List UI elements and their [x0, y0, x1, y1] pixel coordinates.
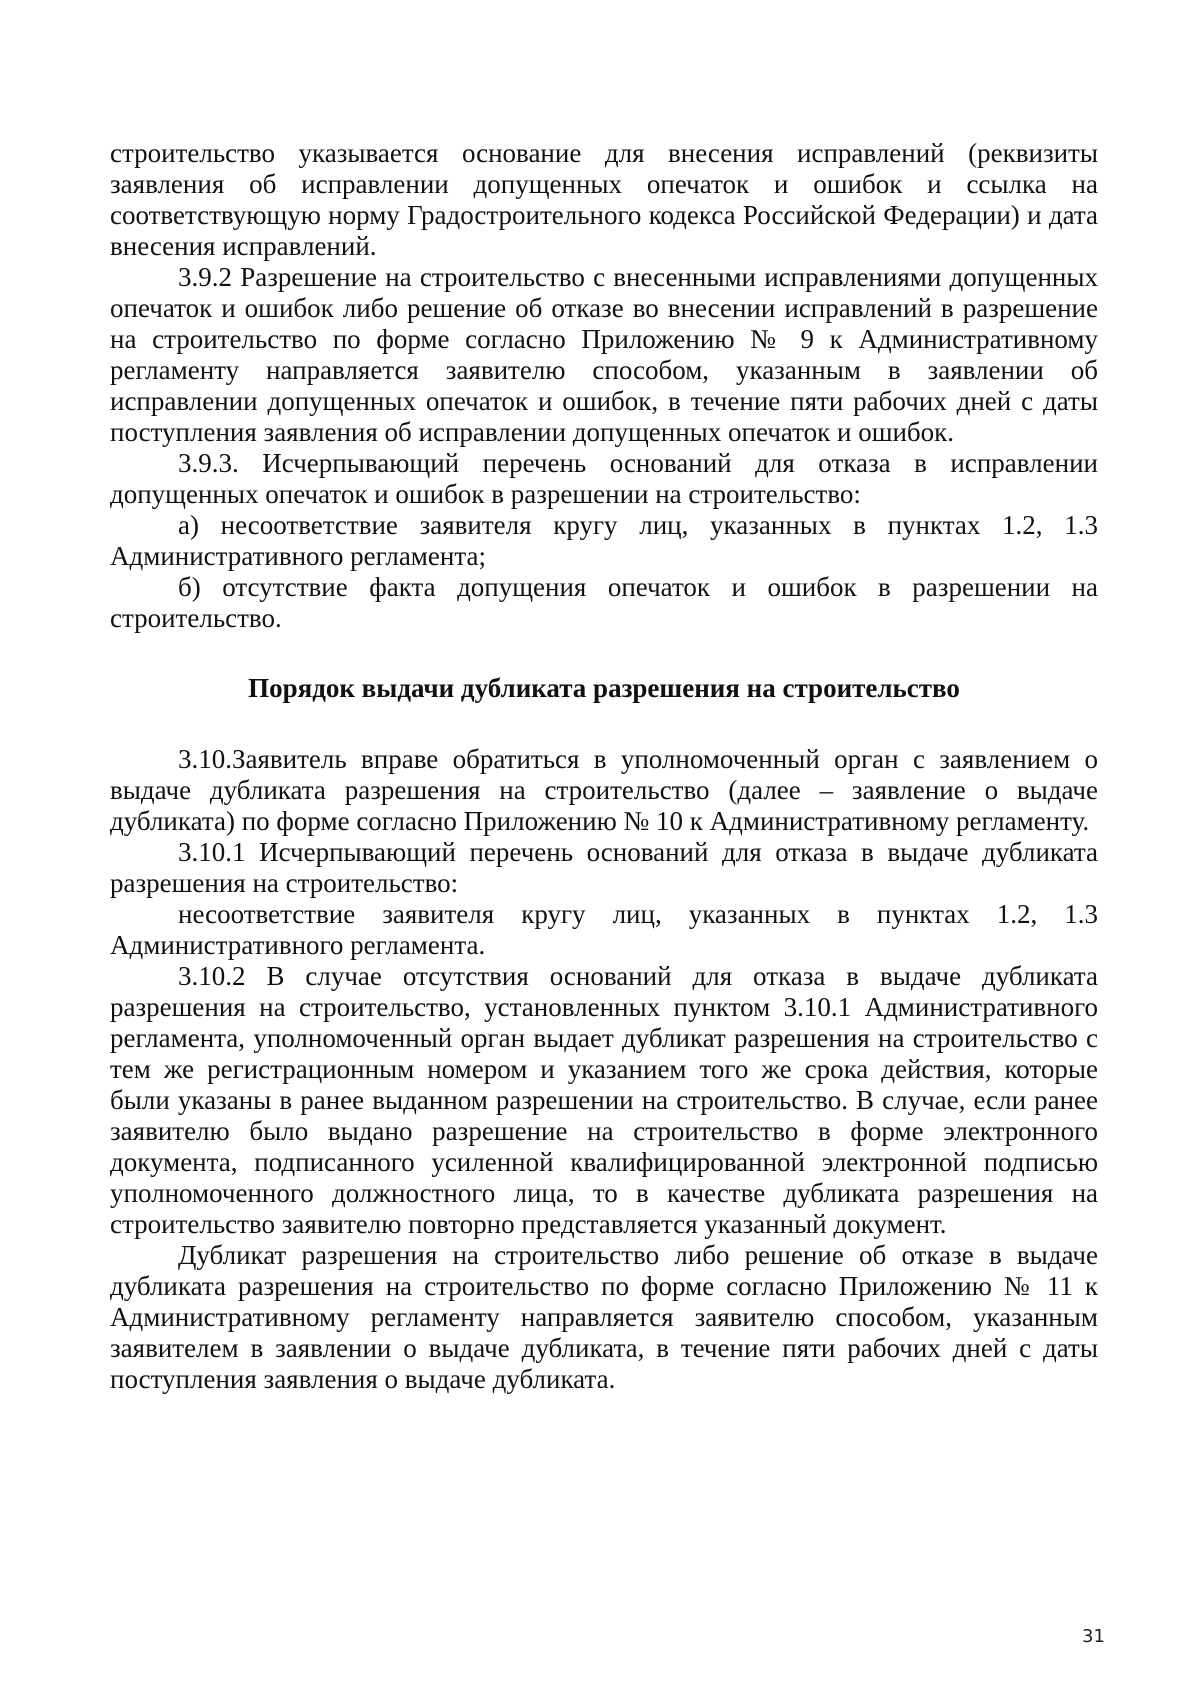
section-heading: Порядок выдачи дубликата разрешения на строительство — [248, 673, 960, 703]
paragraph-continuation: строительство указывается основание для внесения исправлений (реквизиты заявления об исправлении допущенных опечаток и ошибок и ссылка на соответствующую норму Градостроительного кодекса Российской Федерации) и дата внесения исправлений. — [110, 138, 1098, 261]
paragraph-grounds-item: несоответствие заявителя кругу лиц, указанных в пунктах 1.2, 1.3 Административного регламента. — [110, 899, 1098, 960]
paragraph-3-10-1: 3.10.1 Исчерпывающий перечень оснований для отказа в выдаче дубликата разрешения на строительство: — [110, 837, 1098, 898]
paragraph-duplicate: Дубликат разрешения на строительство либо решение об отказе в выдаче дубликата разрешения на строительство по форме согласно Приложению № 11 к Административному регламенту направляется заявителю способом, указанным заявителем в заявлении о выдаче дубликата, в течение пяти рабочих дней с даты поступления заявления о выдаче дубликата. — [110, 1240, 1098, 1394]
document-page — [110, 138, 1098, 1395]
page-number: 31 — [1082, 1626, 1105, 1647]
paragraph-3-10-2: 3.10.2 В случае отсутствия оснований для отказа в выдаче дубликата разрешения на строительство, установленных пунктом 3.10.1 Административного регламента, уполномоченный орган выдает дубликат разрешения на строительство с тем же регистрационным номером и указанием того же срока действия, которые были указаны в ранее выданном разрешении на строительство. В случае, если ранее заявителю было выдано разрешение на строительство в форме электронного документа, подписанного усиленной квалифицированной электронной подписью уполномоченного должностного лица, то в качестве дубликата разрешения на строительство заявителю повторно представляется указанный документ. — [110, 961, 1098, 1239]
list-item-a: а) несоответствие заявителя кругу лиц, указанных в пунктах 1.2, 1.3 Административного регламента; — [110, 510, 1098, 571]
paragraph-3-10: 3.10.Заявитель вправе обратиться в уполномоченный орган с заявлением о выдаче дубликата разрешения на строительство (далее – заявление о выдаче дубликата) по форме согласно Приложению № 10 к Административному регламенту. — [110, 744, 1098, 836]
list-item-b: б) отсутствие факта допущения опечаток и ошибок в разрешении на строительство. — [110, 572, 1098, 633]
paragraph-3-9-3: 3.9.3. Исчерпывающий перечень оснований для отказа в исправлении допущенных опечаток и ошибок в разрешении на строительство: — [110, 448, 1098, 509]
paragraph-3-9-2: 3.9.2 Разрешение на строительство с внесенными исправлениями допущенных опечаток и ошибок либо решение об отказе во внесении исправлений в разрешение на строительство по форме согласно Приложению № 9 к Административному регламенту направляется заявителю способом, указанным в заявлении об исправлении допущенных опечаток и ошибок, в течение пяти рабочих дней с даты поступления заявления об исправлении допущенных опечаток и ошибок. — [110, 262, 1098, 447]
